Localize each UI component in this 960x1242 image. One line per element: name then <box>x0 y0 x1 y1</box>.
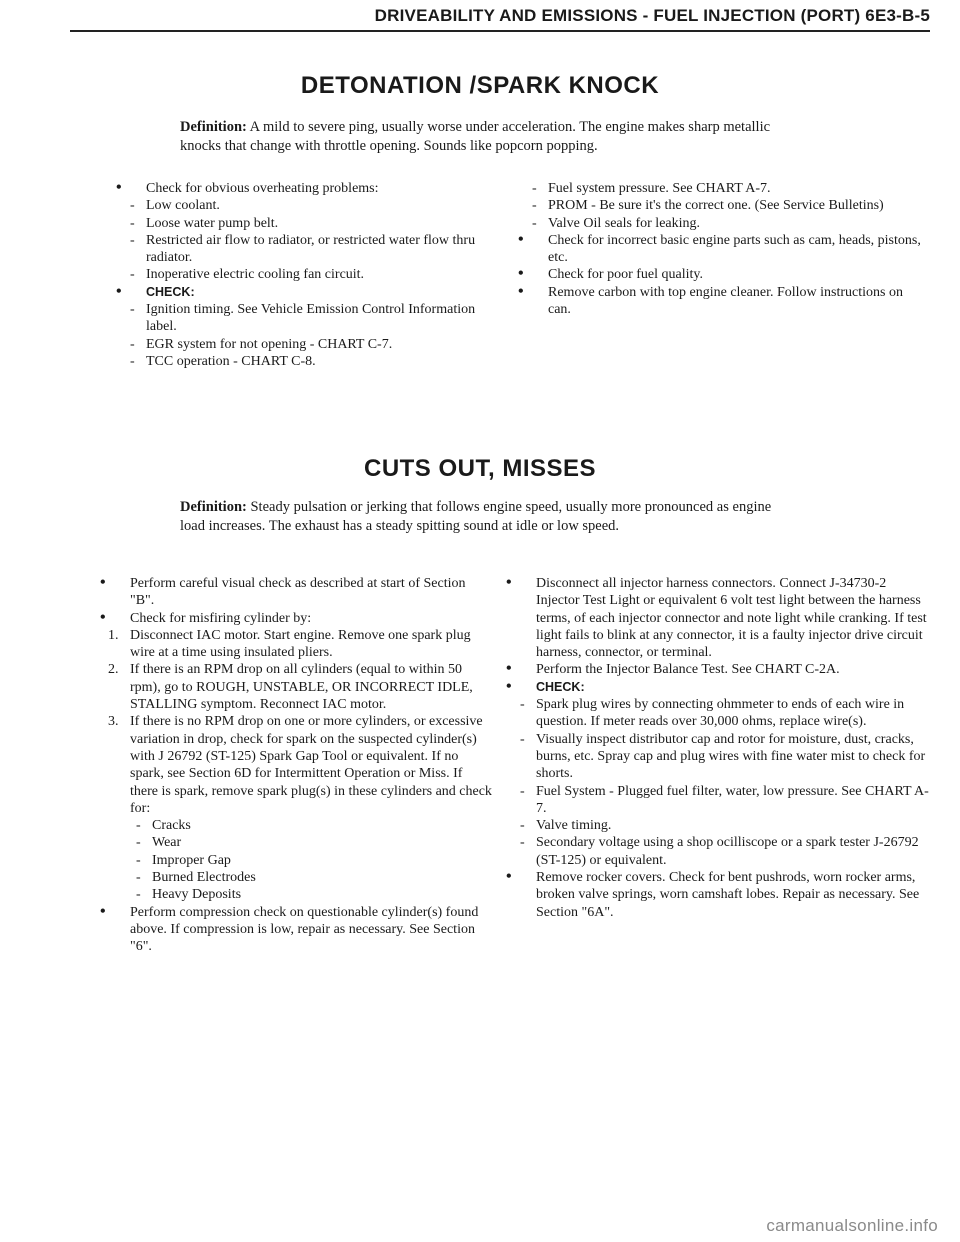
item-text: CHECK: <box>146 284 195 299</box>
step-number: 2. <box>108 662 119 678</box>
item-text: Heavy Deposits <box>152 887 242 903</box>
dash-list-item <box>108 336 490 353</box>
item-text: PROM - Be sure it's the correct one. (See Service Bulletins) <box>548 198 884 214</box>
dash-list-item <box>108 301 490 336</box>
sub-list-item <box>92 852 492 869</box>
running-head: DRIVEABILITY AND EMISSIONS - FUEL INJECTION (PORT) 6E3-B-5 <box>374 6 930 25</box>
item-text: Check for misfiring cylinder by: <box>130 610 312 626</box>
dash-list-item <box>498 817 930 834</box>
item-text: Remove rocker covers. Check for bent pushrods, worn rocker arms, broken valve springs, worn camshaft lobes. Repair as necessary. See Section "6A". <box>536 870 920 920</box>
item-text: If there is no RPM drop on one or more cylinders, or excessive variation in drop, check for spark on the suspected cylinder(s) with J 26792 (ST-125) Spark Gap Tool or equivalent. If no spark, see Section 6D for Intermittent Operation or Miss. If there is spark, remove spark plug(s) in these cylinders and check for: <box>130 714 492 816</box>
numbered-step <box>92 713 492 817</box>
dash-list-item <box>108 232 490 267</box>
detonation-title: DETONATION /SPARK KNOCK <box>300 72 660 99</box>
cuts-out-right-column <box>498 575 930 921</box>
item-text: Perform the Injector Balance Test. See CHART C-2A. <box>536 662 840 678</box>
definition-text: A mild to severe ping, usually worse under acceleration. The engine makes sharp metallic knocks that change with throttle opening. Sounds like popcorn popping. <box>180 119 771 154</box>
item-text: Disconnect all injector harness connectors. Connect J-34730-2 Injector Test Light or equivalent 6 volt test light between the harness terms, of each injector connector and note light while cranking. If test light fails to blink at any connector, it is a faulty injector drive circuit harness, connector, or terminal. <box>536 576 927 661</box>
item-text: Check for incorrect basic engine parts such as cam, heads, pistons, etc. <box>548 232 921 266</box>
item-text: Perform compression check on questionable cylinder(s) found above. If compression is low, repair as necessary. See Section "6". <box>130 904 479 955</box>
item-text: If there is an RPM drop on all cylinders (equal to within 50 rpm), go to ROUGH, UNSTABLE, OR INCORRECT IDLE, STALLING symptom. Reconnect IAC motor. <box>130 662 473 713</box>
item-text: Check for poor fuel quality. <box>548 267 703 283</box>
detonation-right-list <box>510 180 928 318</box>
bullet-list-item <box>498 575 930 661</box>
item-text: CHECK: <box>536 679 585 694</box>
sub-list-item <box>92 869 492 886</box>
item-text: Valve Oil seals for leaking. <box>548 215 701 231</box>
dash-list-item <box>498 731 930 783</box>
dash-list-item <box>510 215 928 232</box>
dash-list-item <box>510 197 928 214</box>
cuts-out-left-list <box>92 575 492 956</box>
dash-list-item <box>108 215 490 232</box>
detonation-definition <box>180 118 780 156</box>
cuts-out-definition <box>180 498 780 536</box>
item-text: Check for obvious overheating problems: <box>146 181 379 196</box>
bullet-list-item <box>510 284 928 319</box>
item-text: Ignition timing. See Vehicle Emission Control Information label. <box>146 302 476 335</box>
item-text: Fuel system pressure. See CHART A-7. <box>548 181 771 196</box>
bullet-list-item <box>108 180 490 197</box>
item-text: Fuel System - Plugged fuel filter, water, low pressure. See CHART A-7. <box>536 783 929 816</box>
item-text: Remove carbon with top engine cleaner. Follow instructions on can. <box>548 284 903 318</box>
step-number: 1. <box>108 627 119 643</box>
dash-list-item <box>108 197 490 214</box>
dash-list-item <box>498 834 930 869</box>
item-text: Perform careful visual check as described at start of Section "B". <box>130 576 466 609</box>
sub-list-item <box>92 834 492 851</box>
item-text: Secondary voltage using a shop ocilliscope or a spark tester J-26792 (ST-125) or equivalent. <box>536 835 919 868</box>
item-text: Visually inspect distributor cap and rotor for moisture, dust, cracks, burns, etc. Spray cap and plug wires with fine water mist to check for shorts. <box>536 731 926 782</box>
detonation-left-list <box>108 180 490 370</box>
item-text: TCC operation - CHART C-8. <box>146 353 316 369</box>
definition-label: Definition: <box>180 499 247 515</box>
bullet-list-item <box>92 575 492 610</box>
site-watermark: carmanualsonline.info <box>766 1216 938 1235</box>
step-number: 3. <box>108 714 119 730</box>
header-rule <box>70 30 930 32</box>
item-text: Disconnect IAC motor. Start engine. Remove one spark plug wire at a time using insulated pliers. <box>130 627 471 661</box>
sub-list-item <box>92 817 492 834</box>
bullet-list-item <box>498 679 930 696</box>
item-text: Burned Electrodes <box>152 870 256 886</box>
item-text: Wear <box>152 835 182 851</box>
bullet-list-item <box>510 232 928 267</box>
dash-list-item <box>108 353 490 370</box>
cuts-out-right-list <box>498 575 930 921</box>
definition-text: Steady pulsation or jerking that follows engine speed, usually more pronounced as engine load increases. The exhaust has a steady spitting sound at idle or low speed. <box>180 499 772 534</box>
cuts-out-left-column <box>92 575 492 956</box>
dash-list-item <box>498 696 930 731</box>
dash-list-item <box>510 180 928 197</box>
numbered-step <box>92 661 492 713</box>
item-text: Restricted air flow to radiator, or restricted water flow thru radiator. <box>146 232 476 266</box>
sub-list-item <box>92 886 492 903</box>
bullet-list-item <box>92 904 492 956</box>
item-text: EGR system for not opening - CHART C-7. <box>146 336 393 352</box>
item-text: Cracks <box>152 818 191 834</box>
bullet-list-item <box>510 266 928 283</box>
item-text: Inoperative electric cooling fan circuit. <box>146 267 365 283</box>
detonation-left-column <box>108 180 490 370</box>
item-text: Improper Gap <box>152 852 231 868</box>
cuts-out-title: CUTS OUT, MISSES <box>363 455 597 482</box>
item-text: Spark plug wires by connecting ohmmeter to ends of each wire in question. If meter reads over 30,000 ohms, replace wire(s). <box>536 697 905 730</box>
bullet-list-item <box>498 661 930 678</box>
item-text: Loose water pump belt. <box>146 215 279 231</box>
bullet-list-item <box>108 284 490 301</box>
item-text: Low coolant. <box>146 198 220 214</box>
dash-list-item <box>108 266 490 283</box>
bullet-list-item <box>498 869 930 921</box>
detonation-right-column <box>510 180 928 318</box>
numbered-step <box>92 627 492 662</box>
bullet-list-item <box>92 610 492 627</box>
dash-list-item <box>498 783 930 818</box>
item-text: Valve timing. <box>536 818 612 834</box>
definition-label: Definition: <box>180 119 247 135</box>
